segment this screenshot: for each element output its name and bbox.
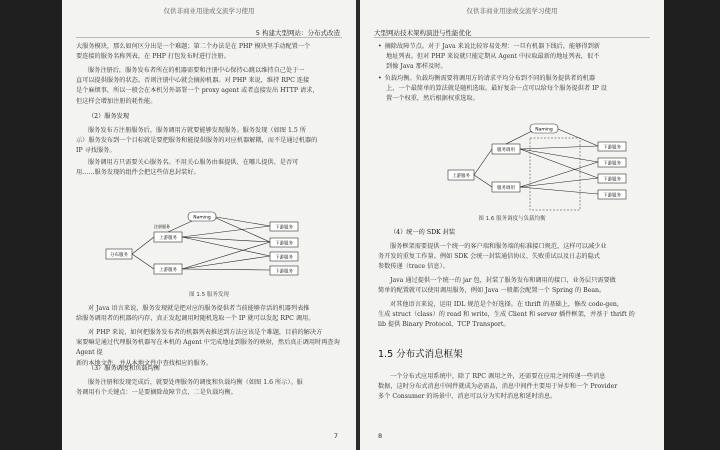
- registry-label: Naming: [193, 215, 211, 221]
- right-book-page: [360, 0, 664, 450]
- consumer-label: 上游服务: [159, 236, 177, 241]
- service-call-label: 服务调用: [497, 148, 515, 153]
- text-line: 务开发的重复工作量。例如 SDK 会统一封装通信协议、失败重试以及日志的隐式: [378, 253, 600, 261]
- connector-lines: [132, 217, 270, 270]
- registry-label: Naming: [535, 127, 553, 133]
- text-line: 服务注册和发现完成后，就要处理服务的调度和负载均衡（如图 1.6 所示）。服: [88, 379, 303, 386]
- provider-label: 下游服务: [603, 193, 621, 199]
- running-head: 仅供非商业用途或交流学习使用: [163, 7, 255, 15]
- text-line: 用……服务发现的组件会把这些信息封装好。: [76, 169, 200, 177]
- text-line: • 负载均衡。负载均衡需要将调用方的请求平均分布到不同的服务提供者的机器: [378, 74, 654, 84]
- text-line: 地址列表。但对 PHP 来说就只能定期从 Agent 中拉取最新的地址列表，很不: [386, 53, 600, 61]
- text-line: 置一个权重，然后根据权重选取。: [386, 95, 479, 103]
- provider-label: 下游服务: [275, 269, 293, 275]
- paragraph: [378, 276, 654, 296]
- paragraph: [76, 126, 344, 157]
- page-number: 7: [333, 432, 338, 440]
- text-line: 简单的配置就可以使用调用服务，例如 Java 一般都会配置一个 Spring 的 Bean。: [378, 287, 606, 295]
- provider-group: [270, 222, 298, 275]
- text-line: 服务注册后，服务发布者所在的机器需要和注册中心保持心跳以维持自己处于一: [88, 67, 305, 74]
- provider-group: [598, 142, 626, 199]
- text-line: 但这样会增加注册的耗性能。: [76, 97, 157, 105]
- caller-label: 分布服务: [110, 253, 128, 258]
- text-line: 到像 Java 那样及时。: [386, 63, 447, 71]
- section-heading: （4）统一的 SDK 封装: [390, 229, 456, 236]
- provider-label: 下游服务: [275, 255, 293, 261]
- section-title: 1.5 分布式消息框架: [378, 349, 463, 360]
- text-line: IP 寻找服务。: [76, 147, 116, 155]
- running-head: 仅供非商业用途或交流学习使用: [466, 7, 558, 15]
- text-line: Java 通过提供一个统一的 jar 包，封装了服务发布和调用的接口，业务层只需要做: [390, 277, 616, 284]
- text-line: 一个分布式应用系统中，除了 RPC 调用之外，还需要在应用之间传递一些消息: [390, 373, 606, 380]
- text-line: 服务调用方只需要关心服务名。不用关心服务由谁提供、在哪儿提供、是否可: [88, 159, 299, 166]
- figure-caption: 图 1.5 服务发现: [189, 292, 229, 298]
- paragraph: [76, 304, 344, 324]
- left-book-page: [62, 0, 356, 450]
- text-line: 服务框架需要提供一个统一的客户端和服务端的标准接口规范，这样可以减少业: [390, 243, 607, 250]
- text-line: 对 PHP 来说，如何把服务发布者的机器列表推送到方法应该是个难题，目前的解决方: [88, 329, 323, 336]
- text-line: 要连接的服务名称列表，在 PHP 打包发布时进行注册。: [76, 53, 230, 61]
- service-call-label: 服务调用: [497, 186, 515, 191]
- text-line: 是个麻烦事，所以一般会在本机另外部署一个 proxy agent 或者直接发出 HTTP 请求，: [76, 87, 319, 95]
- page-number: 8: [378, 432, 383, 440]
- register-label: 注册服务: [154, 224, 170, 229]
- text-line: 数据，这时分布式消息中间件就成为必需品，消息中间件主要用于异步和一个 Provider: [378, 383, 618, 391]
- bullet-item: [378, 42, 654, 73]
- load-balancing-diagram: [446, 120, 642, 212]
- text-line: 生成 struct（class）的 read 和 write，生成 Client 和 server 插件框架，并基于 thrift 的: [378, 311, 635, 319]
- provider-label: 下游服务: [275, 241, 293, 247]
- text-line: 案要嘛是通过代理服务机器写在本机的 Agent 中完成地址到服务的映射，然后真正调用时再查询 Agent 提: [76, 339, 340, 357]
- text-line: • 摘除故障节点。对于 Java 来说比较容易处理：一旦有机器下线后，能够得到新: [378, 42, 654, 52]
- dashed-frame: [530, 138, 580, 210]
- provider-label: 下游服务: [603, 177, 621, 183]
- text-line: 参数传递（trace 信息）。: [378, 263, 449, 271]
- provider-label: 下游服务: [275, 225, 293, 231]
- paragraph: [378, 372, 654, 403]
- provider-label: 下游服务: [603, 161, 621, 167]
- text-line: 多个 Consumer 的场景中，消息可以分为实时消息和延时消息。: [378, 393, 557, 401]
- chapter-header: 大型网站技术架构演进与性能优化: [374, 29, 472, 37]
- paragraph: [76, 42, 344, 62]
- text-line: 大服务模块，那么如何区分出是一个难题；第二个办法是在 PHP 模块里手动配置一个: [76, 43, 311, 50]
- bullet-item: [378, 74, 654, 105]
- service-discovery-diagram: [102, 204, 316, 284]
- text-line: 务调用有个关键点：一是要摘除故障节点，二是负载均衡。: [76, 389, 237, 397]
- text-line: 直可以提供服务的状态。否则注册中心就会摘掉机器。对 PHP 来说，维持 RPC 连接: [76, 77, 310, 85]
- text-line: lib 提供 Binary Protocol、TCP Transport。: [378, 321, 510, 329]
- text-line: 上，一个最简单的算法就是随机选取。最好复杂一点可以给每个服务提供者 IP 设: [386, 85, 607, 93]
- text-line: 服务发布方注册服务后，服务调用方就要能够发现服务。服务发现（如图 1.5 所: [88, 127, 306, 134]
- paragraph: [378, 300, 654, 331]
- chapter-header: 5 构建大型网站：分布式改造: [255, 29, 340, 37]
- text-line: 新的本地文件，并从本地文件中查找相应的服务。: [76, 359, 213, 367]
- header-rule: [76, 37, 342, 38]
- consumer-label: 上游服务: [159, 268, 177, 273]
- section-heading: （2）服务发现: [88, 113, 130, 120]
- text-line: 示）服务发布到一个目标就是要把服务和能提供服务的对应机器解耦，而不是通过机器的: [76, 137, 318, 145]
- caller-label: 上游服务: [452, 174, 470, 179]
- provider-label: 下游服务: [603, 145, 621, 151]
- paragraph: [76, 158, 344, 178]
- paragraph: [76, 328, 344, 369]
- text-line: 对其他语言来说，运用 IDL 规范是个好选择。在 thrift 的基础上，修改 code-gen，: [390, 301, 624, 308]
- header-rule: [374, 37, 650, 38]
- paragraph: [378, 242, 654, 273]
- paragraph: [76, 378, 344, 398]
- paragraph: [76, 66, 344, 107]
- figure-caption: 图 1.6 服务调度与负载均衡: [478, 216, 546, 222]
- section-heading: （3）服务调度和负载均衡: [88, 365, 160, 372]
- text-line: 给服务调用者的机器的内存，真正发起调用时随机选取一个 IP 就可以发起 RPC 调用。: [76, 315, 315, 323]
- text-line: 对 Java 语言来说，服务发现就是把对应的服务提供者当前能够存活的机器列表推: [88, 305, 310, 312]
